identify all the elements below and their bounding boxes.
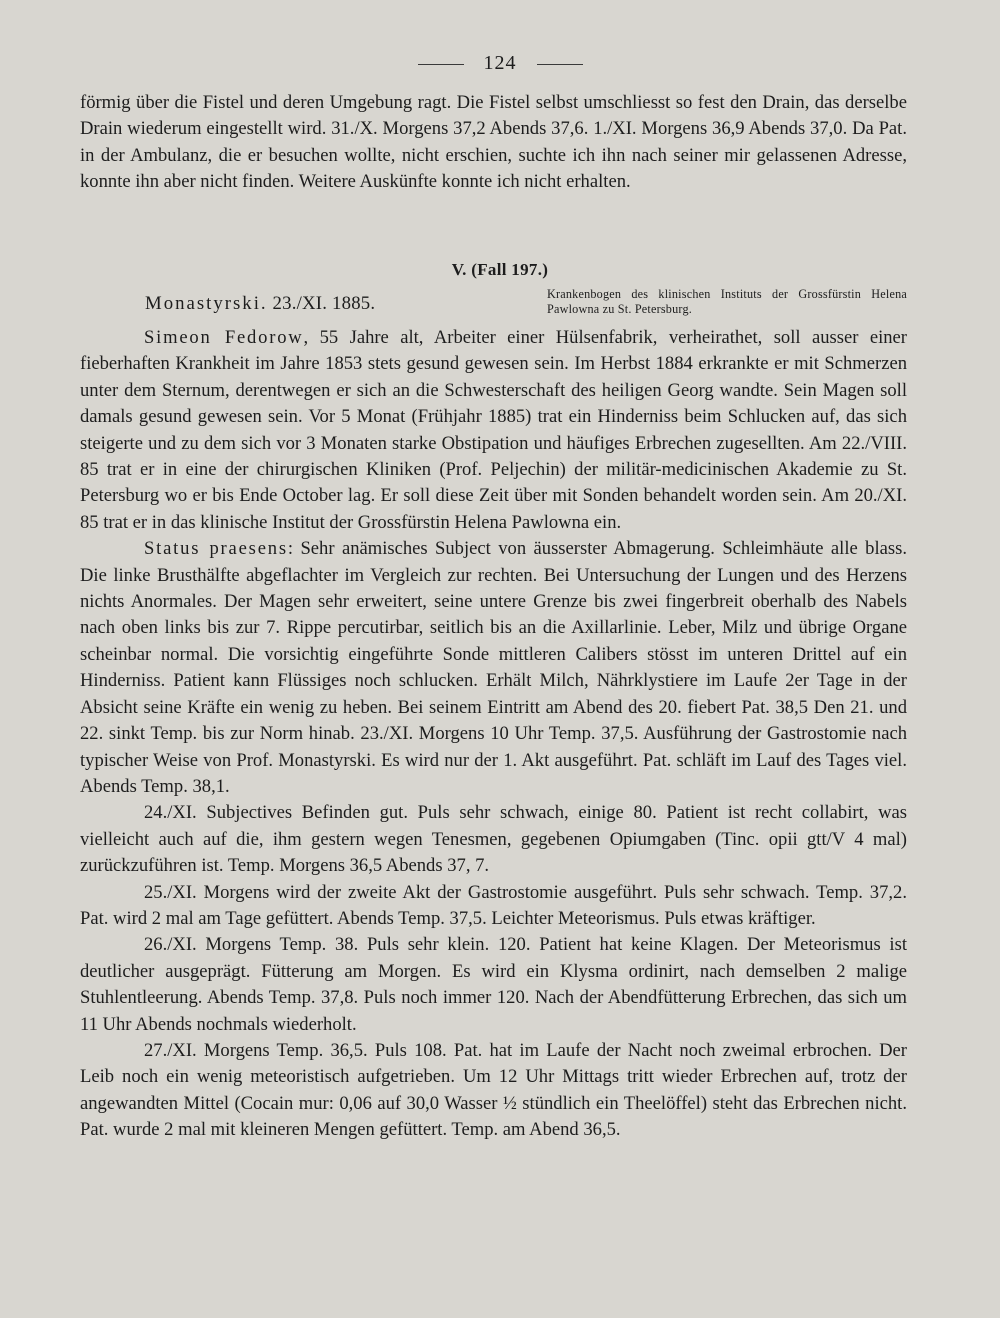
patient-name: Simeon Fedorow bbox=[144, 327, 304, 348]
case-location: Monastyrski. bbox=[145, 293, 268, 314]
case-date: 23./XI. 1885. bbox=[272, 293, 376, 314]
page-header bbox=[0, 52, 1000, 75]
paragraph-2-text: : Sehr anämisches Subject von äusserster Abmagerung. Schleimhäute alle blass. Die linke Brusthälfte abgeflachter im Vergleich zur rechten. Bei Untersuchung der Lungen und des Herzens nichts Anormales. Der Magen sehr erweitert, seine untere Grenze bis zwei fingerbreit oberhalb des Nabels nach oben links bis zur 7. Rippe percutirbar, seitlich bis an die Axillarlinie. Leber, Milz und übrige Organe scheinbar normal. Die vorsichtig eingeführte Sonde mittleren Calibers stösst im unteren Drittel auf ein Hinderniss. Patient kann Flüssiges noch schlucken. Erhält Milch, Nährklystiere im Laufe 2er Tage in der Absicht seine Kräfte ein wenig zu heben. Bei seinem Eintritt am Abend des 20. fiebert Pat. 38,5 Den 21. und 22. sinkt Temp. bis zur Norm hinab. 23./XI. Morgens 10 Uhr Temp. 37,5. Ausführung der Gastrostomie nach typischer Weise von Prof. Monastyrski. Es wird nur der 1. Akt ausgeführt. Pat. schläft im Lauf des Tages viel. Abends Temp. 38,1. bbox=[80, 538, 908, 797]
top-paragraph-text: förmig über die Fistel und deren Umgebung ragt. Die Fistel selbst umschliesst so fest den Drain, das derselbe Drain wiederum eingestellt wird. 31./X. Morgens 37,2 Abends 37,6. 1./XI. Morgens 36,9 Abends 37,0. Da Pat. in der Ambulanz, die er besuchen wollte, nicht erschien, suchte ich ihn nach seiner mir gelassenen Adresse, konnte ihn aber nicht finden. Weitere Auskünfte konnte ich nicht erhalten. bbox=[80, 92, 907, 193]
page-number: 124 bbox=[483, 52, 517, 74]
right-dash bbox=[537, 64, 583, 65]
paragraph-2 bbox=[80, 536, 907, 800]
status-label: Status praesens bbox=[144, 538, 288, 560]
top-paragraph bbox=[80, 90, 907, 196]
paragraph-6: 27./XI. Morgens Temp. 36,5. Puls 108. Pat. hat im Laufe der Nacht noch zweimal erbrochen. Der Leib noch ein wenig meteoristisch aufgetrieben. Um 12 Uhr Mittags tritt wieder Erbrechen auf, trotz der angewandten Mittel (Cocain mur: 0,06 auf 30,0 Wasser ½ stündlich ein Theelöffel) steht das Erbrechen nicht. Pat. wurde 2 mal mit kleineren Mengen gefüttert. Temp. am Abend 36,5. bbox=[80, 1039, 907, 1141]
paragraph-3: 24./XI. Subjectives Befinden gut. Puls sehr schwach, einige 80. Patient ist recht collabirt, was vielleicht auch auf die, ihm gestern wegen Tenesmen, gegebenen Opiumgaben (Tinc. opii gtt/V 4 mal) zurückzuführen ist. Temp. Morgens 36,5 Abends 37, 7. bbox=[80, 802, 907, 877]
paragraph-1-text: , 55 Jahre alt, Arbeiter einer Hülsenfabrik, verheirathet, soll ausser einer fieberhaften Krankheit im Jahre 1853 stets gesund gewesen sein. Im Herbst 1884 erkrankte er mit Schmerzen unter dem Sternum, derentwegen er sich an die Schwesterschaft des heiligen Georg wandte. Sein Magen soll damals gesund gewesen sein. Vor 5 Monat (Frühjahr 1885) trat ein Hinderniss beim Schlucken auf, das sich steigerte und zu dem sich vor 3 Monaten starke Obstipation und häufiges Erbrechen zugesellten. Am 22./VIII. 85 trat er in eine der chirurgischen Kliniken (Prof. Peljechin) der militär-medicinischen Akademie zu St. Petersburg wo er bis Ende October lag. Er soll diese Zeit über mit Sonden behandelt worden sein. Am 20./XI. 85 trat er in das klinische Institut der Grossfürstin Helena Pawlowna ein. bbox=[80, 327, 907, 533]
case-location-date bbox=[145, 293, 375, 315]
section-heading: V. (Fall 197.) bbox=[451, 260, 549, 279]
left-dash bbox=[418, 64, 464, 65]
paragraph-4: 25./XI. Morgens wird der zweite Akt der Gastrostomie ausgeführt. Puls sehr schwach. Temp. 37,2. Pat. wird 2 mal am Tage gefüttert. Abends Temp. 37,5. Leichter Meteorismus. Puls etwas kräftiger. bbox=[80, 881, 907, 929]
case-body bbox=[80, 325, 907, 1144]
case-heading-row bbox=[145, 287, 907, 327]
case-source: Krankenbogen des klinischen Instituts der Grossfürstin Helena Pawlowna zu St. Petersburg. bbox=[547, 287, 907, 316]
paragraph-1 bbox=[80, 325, 907, 536]
paragraph-5: 26./XI. Morgens Temp. 38. Puls sehr klein. 120. Patient hat keine Klagen. Der Meteorismus ist deutlicher ausgeprägt. Fütterung am Morgen. Es wird ein Klysma ordinirt, nach demselben 2 malige Stuhlentleerung. Abends Temp. 37,8. Puls noch immer 120. Nach der Abendfütterung Erbrechen, das sich um 11 Uhr Abends nochmals wiederholt. bbox=[80, 934, 907, 1035]
